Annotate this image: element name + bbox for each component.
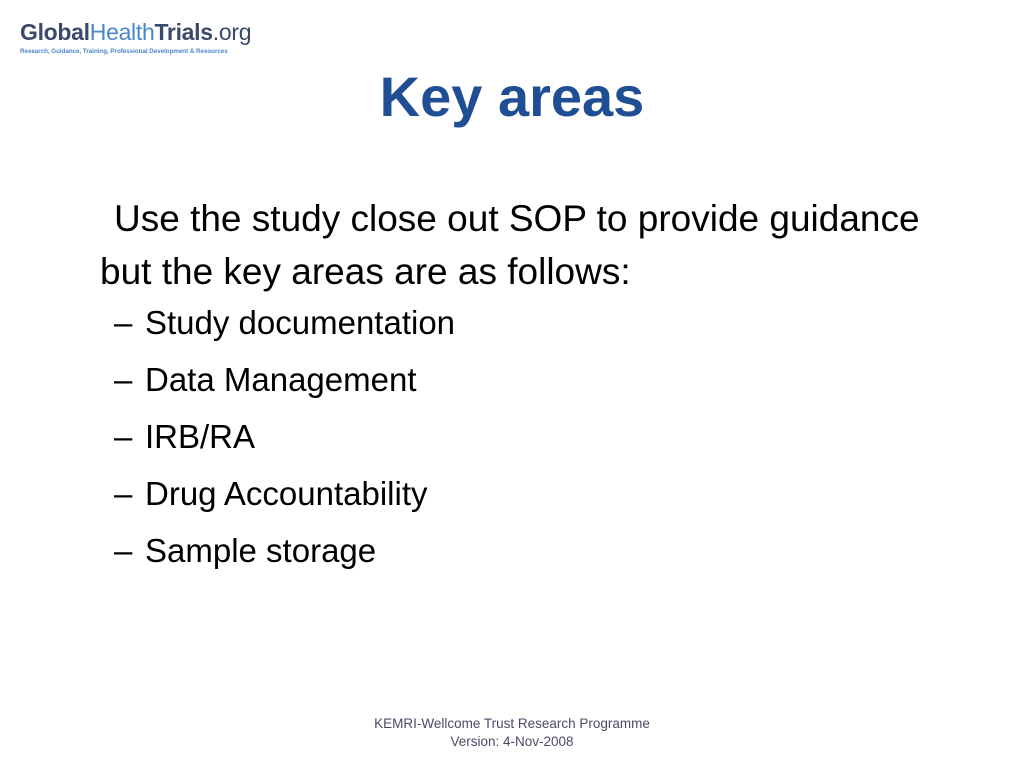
list-item-label: Study documentation	[145, 304, 456, 341]
slide-body	[100, 192, 980, 589]
logo-part-org: .org	[212, 19, 252, 45]
list-item-label: Sample storage	[145, 532, 377, 569]
list-item-label: IRB/RA	[145, 418, 256, 455]
key-areas-list	[100, 304, 980, 570]
list-item-label: Drug Accountability	[145, 475, 428, 512]
intro-paragraph: Use the study close out SOP to provide guidance but the key areas are as follows:	[100, 198, 920, 292]
footer-version: Version: 4-Nov-2008	[450, 734, 574, 749]
list-item	[114, 304, 980, 342]
logo-tagline: Research, Guidance, Training, Professional Development & Resources	[20, 48, 228, 55]
logo-part-health: Health	[89, 19, 155, 45]
list-item-label: Data Management	[145, 361, 417, 398]
slide-title: Key areas	[379, 65, 645, 128]
logo-part-trials: Trials	[154, 19, 213, 45]
list-item	[114, 532, 980, 570]
bullet-dash: –	[114, 532, 133, 569]
bullet-dash: –	[114, 304, 133, 341]
logo-wordmark	[20, 18, 290, 46]
bullet-dash: –	[114, 418, 133, 455]
logo-part-global: Global	[20, 19, 90, 45]
globalhealthtrials-logo	[20, 18, 290, 60]
bullet-dash: –	[114, 475, 133, 512]
slide-footer	[0, 715, 1024, 751]
footer-organization: KEMRI-Wellcome Trust Research Programme	[374, 716, 650, 731]
bullet-dash: –	[114, 361, 133, 398]
list-item	[114, 361, 980, 399]
list-item	[114, 475, 980, 513]
list-item	[114, 418, 980, 456]
